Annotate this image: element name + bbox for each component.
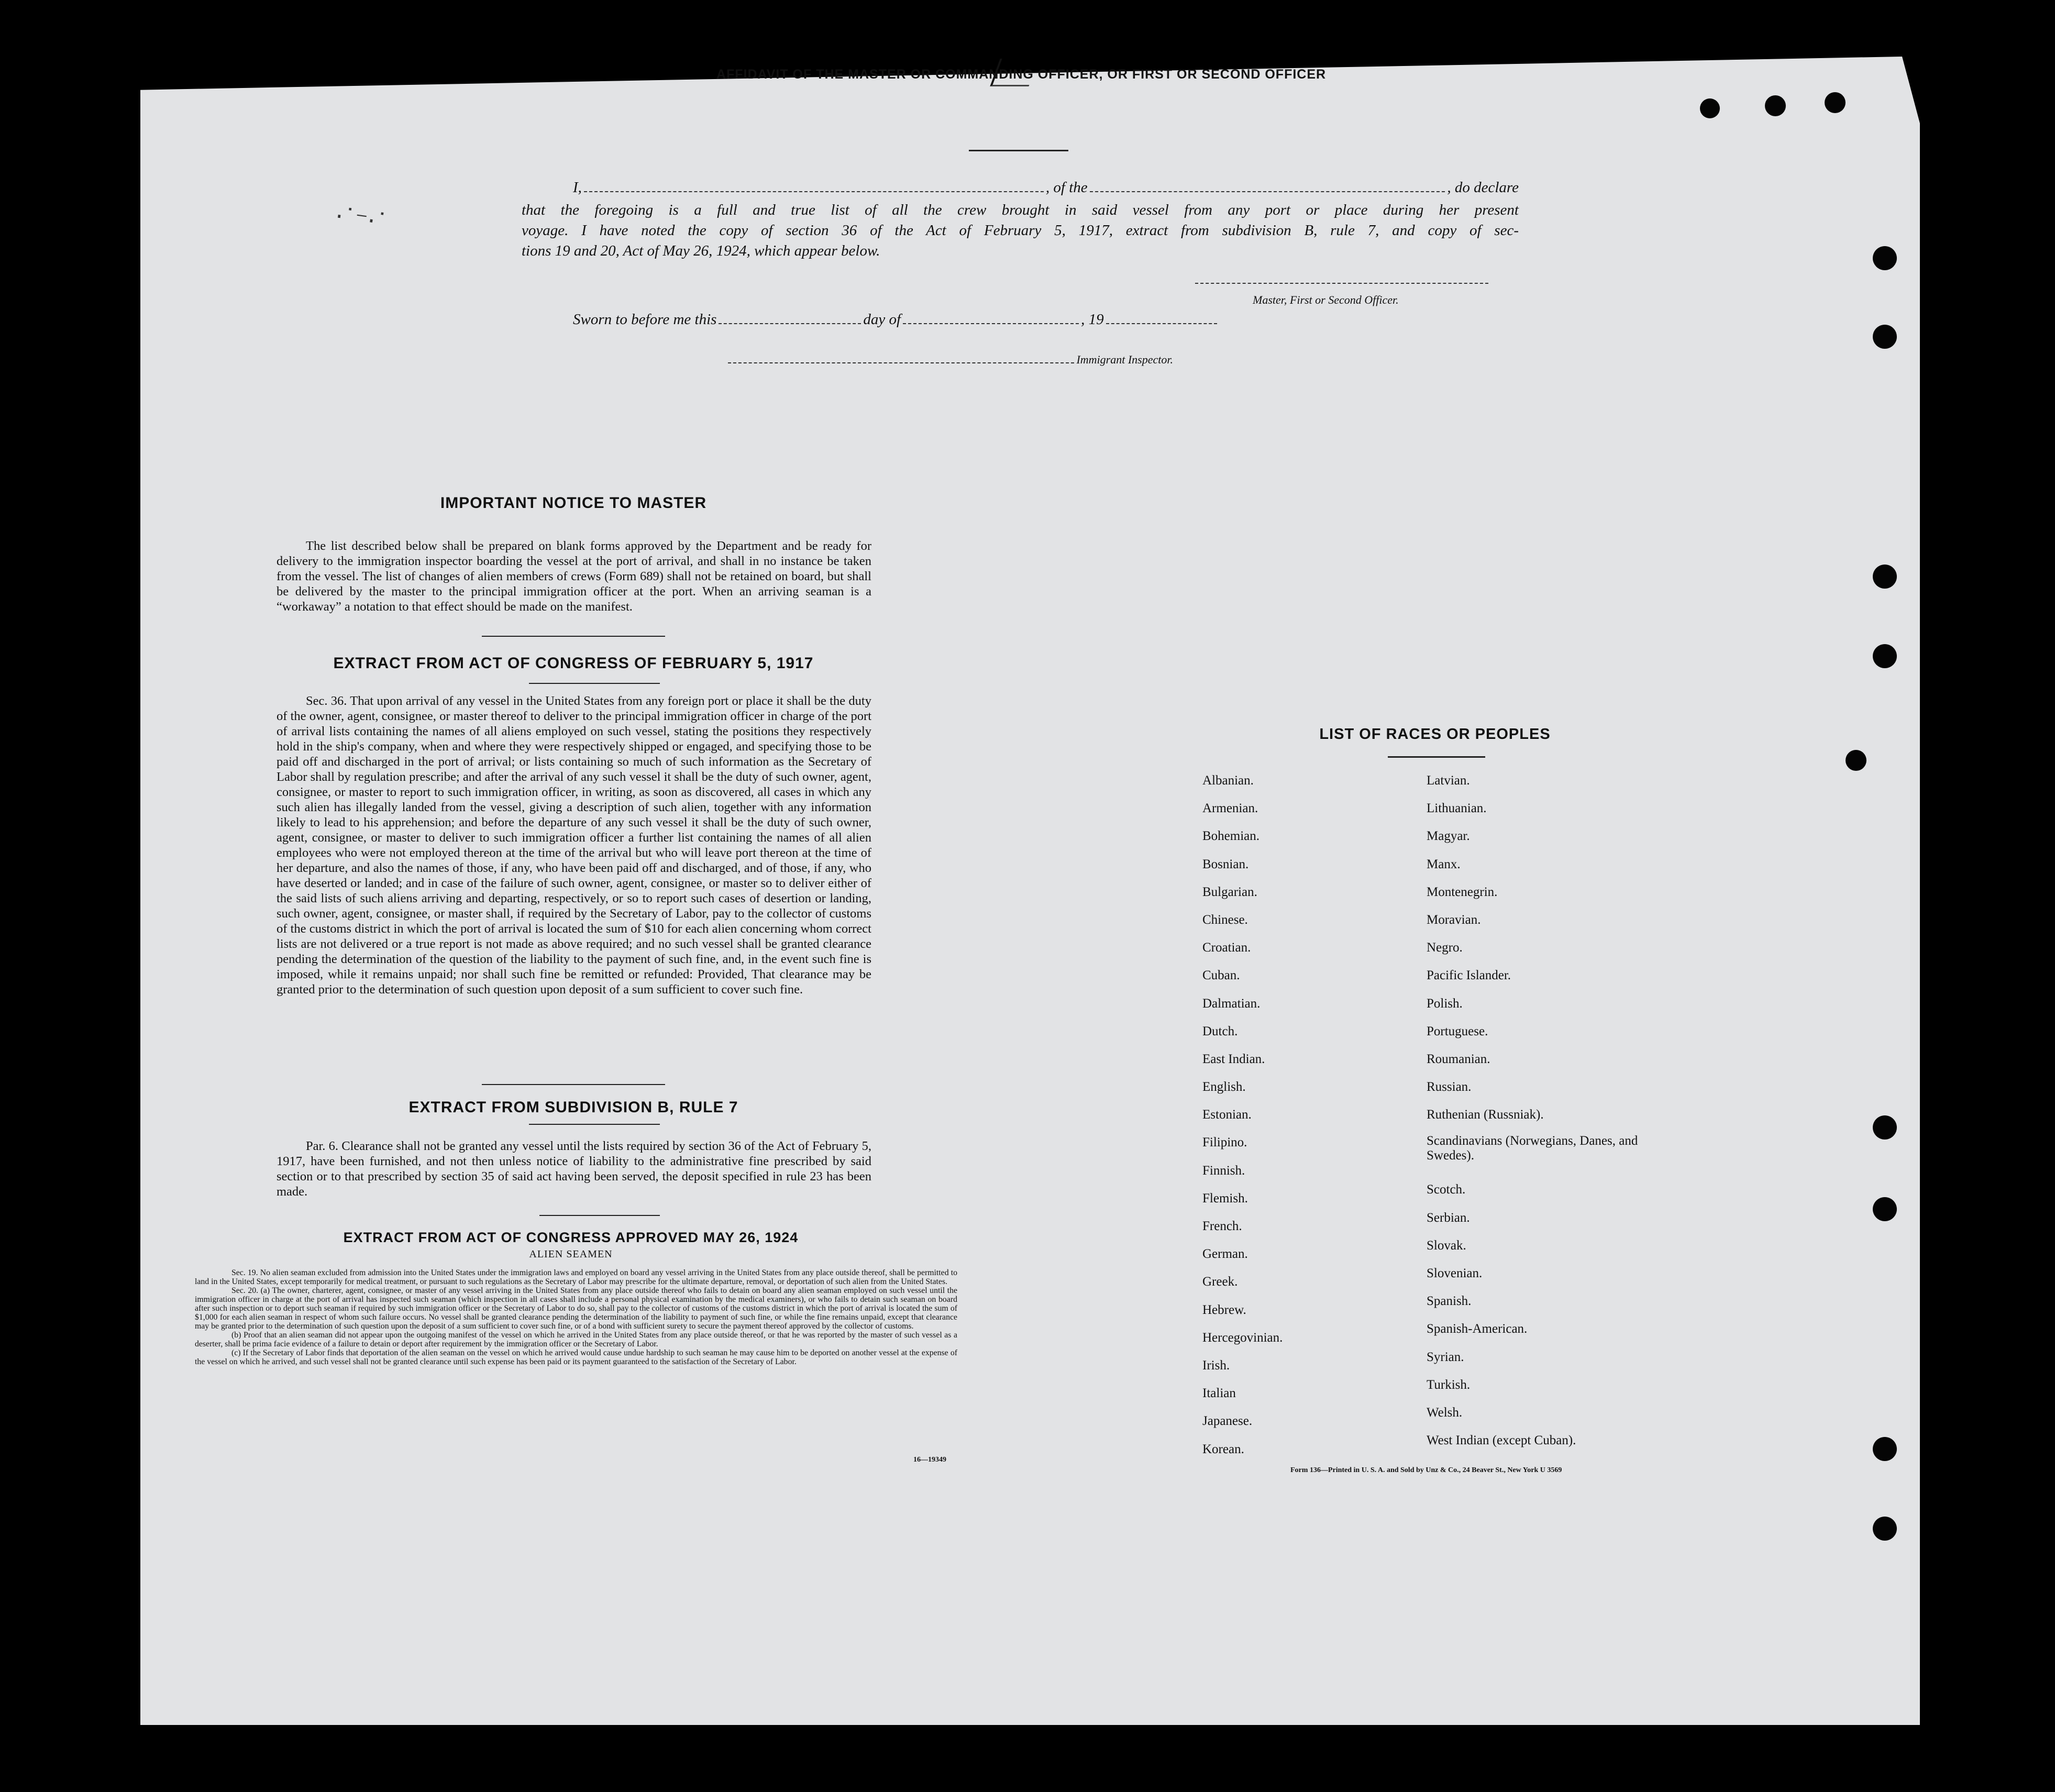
vessel-blank[interactable]	[1090, 191, 1445, 192]
notice-text: The list described below shall be prepared on blank forms approved by the Department and be ready for delivery to the immigration inspector boarding the vessel at the port of arrival, and shall in no instance be taken from the vessel. The list of changes of alien members of crews (Form 689) shall not be retained on board, but shall be delivered by the master to the principal immigration officer at the port. When an arriving seaman is a “workaway” a notation to that effect should be made on the manifest.	[277, 539, 871, 614]
race-item: Chinese.	[1202, 912, 1248, 927]
form-footer: Form 136—Printed in U. S. A. and Sold by Unz & Co., 24 Beaver St., New York U 3569	[1290, 1466, 1562, 1474]
race-item: Bohemian.	[1202, 829, 1260, 844]
year-label: , 19	[1081, 311, 1104, 328]
punch-hole	[1873, 1197, 1897, 1221]
race-item: Roumanian.	[1427, 1052, 1490, 1066]
name-blank[interactable]	[584, 191, 1044, 192]
section-divider	[539, 1215, 660, 1216]
race-item: East Indian.	[1202, 1052, 1265, 1066]
sworn-year-blank[interactable]	[1106, 323, 1217, 324]
race-item: Turkish.	[1427, 1377, 1471, 1392]
race-item: Serbian.	[1427, 1210, 1470, 1225]
race-item: Scandinavians (Norwegians, Danes, and Swedes).	[1427, 1134, 1638, 1163]
i-label: I,	[573, 179, 582, 196]
print-code: 16—19349	[913, 1456, 946, 1464]
races-right-column	[1427, 767, 1647, 1454]
race-item: German.	[1202, 1247, 1248, 1262]
race-item: Irish.	[1202, 1358, 1230, 1373]
inspector-line	[728, 353, 1173, 367]
section-divider	[482, 1084, 665, 1085]
race-item: Italian	[1202, 1386, 1236, 1401]
race-item: Filipino.	[1202, 1135, 1247, 1150]
race-item: Spanish.	[1427, 1294, 1472, 1309]
master-signature-line[interactable]	[1195, 283, 1488, 284]
inspector-caption: Immigrant Inspector.	[1076, 353, 1173, 366]
sworn-month-blank[interactable]	[903, 323, 1079, 324]
race-item: Albanian.	[1202, 773, 1254, 788]
races-divider	[1388, 756, 1485, 758]
race-item: Flemish.	[1202, 1191, 1248, 1205]
declaration-line-3: voyage. I have noted the copy of section 36 of the Act of February 5, 1917, extract from subdivision B, rule 7, and copy of sec-	[522, 222, 1519, 239]
race-item: Ruthenian (Russniak).	[1427, 1108, 1544, 1122]
punch-hole	[1765, 95, 1786, 116]
race-item: Scotch.	[1427, 1182, 1466, 1197]
declaration-line-1	[573, 179, 1519, 196]
section-20a-text: Sec. 20. (a) The owner, charterer, agent, consignee, or master of any vessel arriving in the United States from any place outside thereof who fails to detain on board any alien seaman employed on such vessel until the immigration officer in charge at the port of arrival has inspected such seaman (which inspection in all cases shall include a personal physical examination by the medical examiners), or who fails to detain such seaman on board after such inspection or to deport such seaman if required by such immigration officer or the Secretary of Labor to do so, shall pay to the collector of customs of the customs district in which the port of arrival is located the sum of $1,000 for each alien seaman in respect of whom such failure occurs. No vessel shall be granted clearance pending the determination of the liability to payment of such fine, or while the fine remains unpaid, except that clearance may be granted prior to the determination of such question upon the deposit of a sum sufficient to cover such fine, or of a bond with sufficient surety to secure the payment thereof approved by the collector of customs.	[195, 1286, 957, 1331]
of-the-label: , of the	[1045, 179, 1088, 196]
extract-1924-sections	[195, 1268, 957, 1366]
race-item: Lithuanian.	[1427, 801, 1487, 816]
extract-1917-text: Sec. 36. That upon arrival of any vessel in the United States from any foreign port or place it shall be the duty of the owner, agent, consignee, or master thereof to deliver to the principal immigration officer in charge of the port of arrival lists containing the names of all aliens employed on such vessel, stating the positions they respectively hold in the ship's company, when and where they were respectively shipped or engaged, and specifying those to be paid off and discharged in the port of arrival; or lists containing so much of such information as the Secretary of Labor shall by regulation prescribe; and after the arrival of any such vessel it shall be the duty of such owner, agent, consignee, or master to report to such immigration officer, in writing, as soon as discovered, all cases in which any such alien has illegally landed from the vessel, giving a description of such alien, together with any information likely to lead to his apprehension; and before the departure of any such vessel it shall be the duty of such owner, agent, consignee, or master to deliver to such immigration officer a further list containing the names of all alien employees who were not employed thereon at the time of the arrival but who will leave port thereon at the time of her departure, and also the names of those, if any, who have been paid off and discharged, and of those, if any, who have deserted or landed; and in case of the failure of such owner, agent, consignee, or master so to deliver either of the said lists of such aliens arriving and departing, respectively, or so to report such cases of desertion or landing, such owner, agent, consignee, or master shall, if required by the Secretary of Labor, pay to the collector of customs of the customs district in which the port of arrival is located the sum of $10 for each alien concerning whom correct lists are not delivered or a true report is not made as above required; and no such vessel shall be granted clearance pending the determination of the question of the liability to the payment of such fine, and, in the event such fine is imposed, while it remains unpaid; nor shall such fine be remitted or refunded: Provided, That clearance may be granted prior to the determination of such question upon deposit of a sum sufficient to cover such fine.	[277, 694, 871, 997]
race-item: Cuban.	[1202, 968, 1240, 983]
race-item: Slovak.	[1427, 1238, 1466, 1253]
affidavit-title: AFFIDAVIT OF THE MASTER OR COMMANDING OFFICER, OR FIRST OR SECOND OFFICER	[716, 67, 1327, 82]
race-item: Latvian.	[1427, 773, 1470, 788]
master-caption: Master, First or Second Officer.	[1253, 293, 1399, 306]
punch-hole	[1873, 325, 1897, 349]
race-item: French.	[1202, 1219, 1242, 1233]
declaration-line-2: that the foregoing is a full and true list of all the crew brought in said vessel from any port or place during her present	[522, 202, 1519, 218]
race-item: Slovenian.	[1427, 1266, 1483, 1280]
race-item: Hercegovinian.	[1202, 1330, 1283, 1345]
inspector-signature-blank[interactable]	[728, 362, 1074, 363]
race-item: Negro.	[1427, 941, 1463, 955]
punch-hole	[1873, 565, 1897, 589]
section-divider	[529, 1124, 660, 1125]
section-20c-text: (c) If the Secretary of Labor finds that deportation of the alien seaman on the vessel on which he arrived would cause undue hardship to such seaman he may cause him to be deported on another vessel at the expense of the vessel on which he arrived, and such vessel shall not be granted clearance until such expense has been paid or its payment guaranteed to the satisfaction of the Secretary of Labor.	[195, 1348, 957, 1366]
race-item: English.	[1202, 1080, 1246, 1094]
race-item: Welsh.	[1427, 1405, 1463, 1420]
rule-7-text: Par. 6. Clearance shall not be granted any vessel until the lists required by section 36 of the Act of February 5, 1917, have been furnished, and not then unless notice of liability to the administrative fine prescribed by said section or to that prescribed by section 35 of said act having been served, the deposit specified in rule 23 has been made.	[277, 1139, 871, 1199]
sworn-day-blank[interactable]	[719, 323, 861, 324]
race-item: Dutch.	[1202, 1024, 1238, 1038]
punch-hole	[1873, 1437, 1897, 1461]
notice-title: IMPORTANT NOTICE TO MASTER	[440, 494, 707, 512]
race-item: Japanese.	[1202, 1414, 1253, 1429]
punch-hole	[1873, 644, 1897, 668]
race-item: Bosnian.	[1202, 857, 1249, 871]
day-of-label: day of	[863, 311, 901, 328]
punch-hole	[1873, 246, 1897, 270]
section-divider	[482, 636, 665, 637]
race-item: Croatian.	[1202, 941, 1251, 955]
race-item: Bulgarian.	[1202, 884, 1257, 899]
declaration-line-4: tions 19 and 20, Act of May 26, 1924, which appear below.	[522, 242, 880, 259]
race-item: Montenegrin.	[1427, 884, 1498, 899]
race-item: Dalmatian.	[1202, 996, 1261, 1011]
race-item: Finnish.	[1202, 1163, 1245, 1178]
extract-1917-title: EXTRACT FROM ACT OF CONGRESS OF FEBRUARY 5, 1917	[333, 655, 814, 672]
section-20b-text: (b) Proof that an alien seaman did not appear upon the outgoing manifest of the vessel on which he arrived in the United States from any place outside thereof, or that he was reported by the master of such vessel as a deserter, shall be prima facie evidence of a failure to detain or deport after requirement by the immigration officer or the Secretary of Labor.	[195, 1331, 957, 1348]
race-item: Estonian.	[1202, 1108, 1252, 1122]
punch-hole	[1873, 1115, 1897, 1140]
race-item: Manx.	[1427, 857, 1461, 871]
punch-hole	[1825, 92, 1846, 113]
race-item: Greek.	[1202, 1275, 1238, 1289]
race-item: Polish.	[1427, 996, 1463, 1011]
declaration-body	[522, 200, 1519, 261]
race-item: Armenian.	[1202, 801, 1258, 816]
race-item: West Indian (except Cuban).	[1427, 1433, 1576, 1448]
section-divider	[529, 683, 660, 684]
race-item: Syrian.	[1427, 1349, 1464, 1364]
races-left-column	[1202, 767, 1391, 1463]
declare-label: , do declare	[1447, 179, 1519, 196]
race-item: Russian.	[1427, 1080, 1472, 1094]
race-item: Moravian.	[1427, 912, 1481, 927]
extract-1924-title: EXTRACT FROM ACT OF CONGRESS APPROVED MAY 26, 1924	[343, 1230, 799, 1245]
race-item: Spanish-American.	[1427, 1322, 1528, 1336]
race-item: Pacific Islander.	[1427, 968, 1511, 983]
punch-hole	[1846, 750, 1866, 771]
race-item: Magyar.	[1427, 829, 1470, 844]
rule-7-title: EXTRACT FROM SUBDIVISION B, RULE 7	[408, 1099, 738, 1116]
ink-smudge: ·˙​⁻·˙	[333, 202, 389, 237]
race-item: Portuguese.	[1427, 1024, 1488, 1038]
extract-1924-subtitle: ALIEN SEAMEN	[529, 1248, 613, 1260]
punch-hole	[1873, 1517, 1897, 1541]
punch-hole	[1700, 98, 1720, 118]
race-item: Hebrew.	[1202, 1302, 1246, 1317]
section-19-text: Sec. 19. No alien seaman excluded from admission into the United States under the immigration laws and employed on board any vessel arriving in the United States from any place outside thereof, shall be permitted to land in the United States, except temporarily for medical treatment, or pursuant to such regulations as the Secretary of Labor may prescribe for the ultimate departure, removal, or deportation of such alien from the United States.	[195, 1268, 957, 1286]
race-item: Korean.	[1202, 1442, 1244, 1456]
sworn-line	[573, 311, 1217, 328]
title-divider	[969, 150, 1068, 151]
races-title: LIST OF RACES OR PEOPLES	[1319, 726, 1551, 743]
sworn-label: Sworn to before me this	[573, 311, 717, 328]
